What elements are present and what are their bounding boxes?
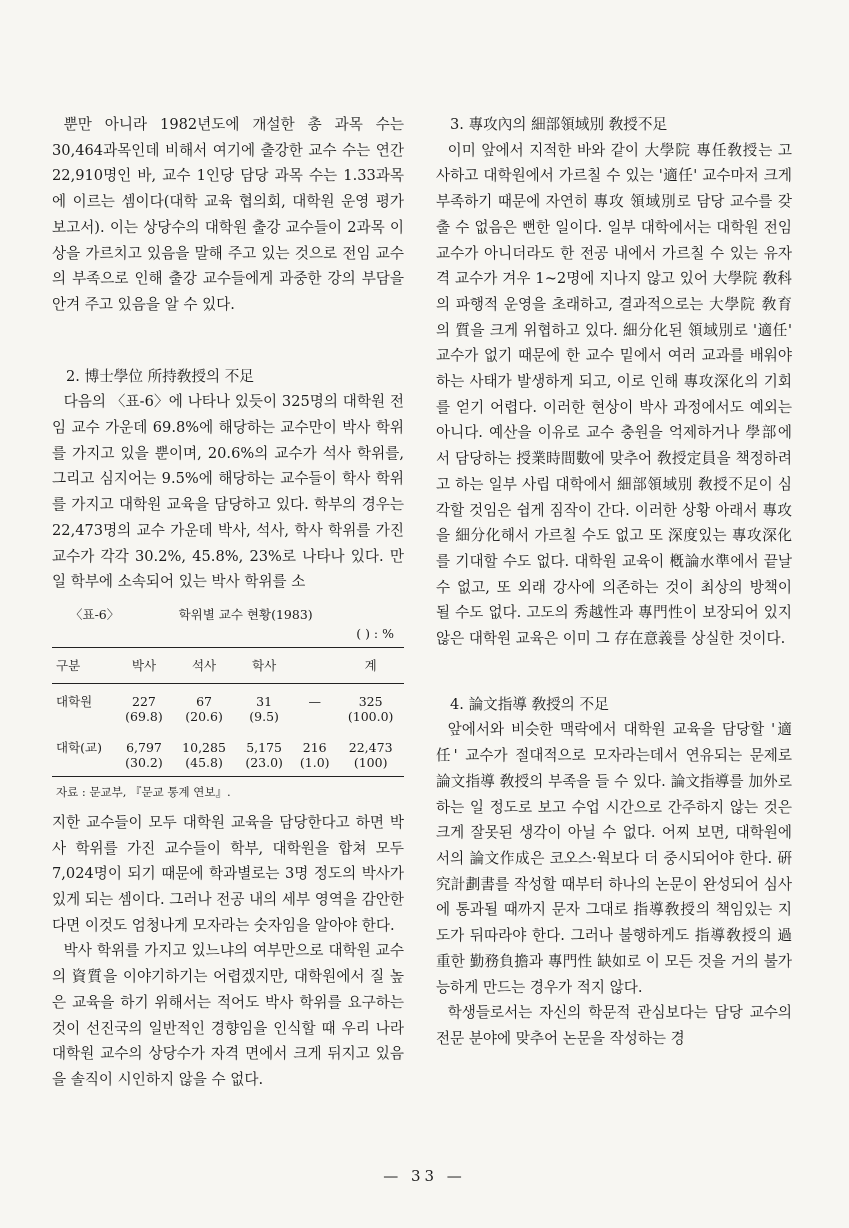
table-source: 자료 : 문교부, 『문교 통계 연보』. bbox=[56, 784, 231, 799]
table-cell: 325 (100.0) bbox=[347, 693, 394, 724]
paragraph: 지한 교수들이 모두 대학원 교육을 담당한다고 하면 박사 학위를 가진 교수들이 학부, 대학원을 합쳐 모두 7,024명이 되기 때문에 학과별로는 3명 정도의 박사가 있게 되는 셈이다. 그러나 전공 내의 세부 영역을 감안한다면 이것도 엄청나게 모자라는 숫자임을 알아야 한다. bbox=[52, 813, 404, 934]
left-column bbox=[52, 112, 404, 1093]
table-cell: 31 (9.5) bbox=[249, 693, 279, 724]
table-header-row bbox=[52, 647, 404, 683]
table-cell: 10,285 (45.8) bbox=[182, 739, 226, 770]
paragraph: 학생들로서는 자신의 학문적 관심보다는 담당 교수의 전문 분야에 맞추어 논문을 작성하는 경 bbox=[436, 1004, 792, 1047]
page-number: — 33 — bbox=[383, 1167, 466, 1185]
table-cell: 5,175 (23.0) bbox=[245, 739, 283, 770]
degree-table bbox=[52, 647, 404, 777]
paragraph: 박사 학위를 가지고 있느냐의 여부만으로 대학원 교수의 資質을 이야기하기는 어렵겠지만, 대학원에서 질 높은 교육을 하기 위해서는 적어도 박사 학위를 요구하는 것이 선진국의 일반적인 경향임을 인식할 때 우리 나라 대학원 교수의 상당수가 자격 면에서 크게 뒤지고 있음을 솔직이 시인하지 않을 수 없다. bbox=[52, 942, 404, 1088]
section-heading-4: 4. 論文指導 敎授의 不足 bbox=[450, 695, 609, 713]
table-cell: 22,473 (100) bbox=[348, 739, 393, 770]
section-heading-2: 2. 博士學位 所持敎授의 不足 bbox=[66, 367, 254, 385]
paragraph: 앞에서와 비슷한 맥락에서 대학원 교육을 담당할 '適任' 교수가 절대적으로 모자라는데서 연유되는 문제로 論文指導 敎授의 부족을 들 수 있다. 論文指導를 加外로 하는 일 정도로 보고 수업 시간으로 간주하지 않는 것은 크게 잘못된 생각이 아닐 수 없다. 어찌 보면, 대학원에서의 論文作成은 코오스·웍보다 더 중시되어야 한다. 硏究計劃書를 작성할 때부터 하나의 논문이 완성되어 심사에 통과될 때까지 문자 그대로 指導敎授의 책임있는 지도가 뒤따라야 한다. 그러나 불행하게도 指導敎授의 過重한 勤務負擔과 專門性 缺如로 이 모든 것을 거의 불가능하게 만드는 경우가 적지 않다. bbox=[436, 721, 792, 996]
row-label: 대학원 bbox=[56, 693, 93, 709]
table-row bbox=[52, 730, 404, 777]
table-cell: 6,797 (30.2) bbox=[125, 739, 163, 770]
table-header: 석사 bbox=[191, 657, 217, 673]
table-title: 학위별 교수 현황(1983) bbox=[178, 606, 313, 622]
table-label: 〈표-6〉 bbox=[70, 606, 120, 622]
right-column bbox=[436, 112, 792, 1052]
table-cell: 67 (20.6) bbox=[185, 693, 223, 724]
table-header: 학사 bbox=[252, 657, 277, 673]
table-header: 박사 bbox=[131, 657, 157, 673]
paragraph: 이미 앞에서 지적한 바와 같이 大學院 專任敎授는 고사하고 대학원에서 가르칠 수 있는 '適任' 교수마저 크게 부족하기 때문에 자연히 專攻 領域別로 담당 교수를 갖출 수 없음은 뻔한 일이다. 일부 대학에서는 대학원 전임 교수가 아니더라도 한 전공 내에서 가르칠 수 있는 유자격 교수가 겨우 1~2명에 지나지 않고 있어 大學院 敎科의 파행적 운영을 초래하고, 결과적으로는 大學院 敎育의 質을 크게 위협하고 있다. 細分化된 領域別로 '適任' 교수가 없기 때문에 한 교수 밑에서 여러 교과를 배워야 하는 사태가 발생하게 되고, 이로 인해 專攻深化의 기회를 얻기 어렵다. 이러한 현상이 박사 과정에서도 예외는 아니다. 예산을 이유로 교수 충원을 억제하거나 學部에서 담당하는 授業時間數에 맞추어 敎授定員을 책정하려고 하는 일부 사립 대학에서 細部領域別 敎授不足이 심각할 것임은 쉽게 짐작이 간다. 이러한 상황 아래서 專攻을 細分化해서 가르칠 수도 없고 또 深度있는 專攻深化를 기대할 수도 없다. 대학원 교육이 槪論水準에서 끝날 수 없고, 또 외래 강사에 의존하는 것이 최상의 방책이 될 수도 없다. 고도의 秀越性과 專門性이 보장되어 있지 않은 대학원 교육은 이미 그 存在意義를 상실한 것이다. bbox=[436, 141, 792, 648]
table-cell: — bbox=[308, 693, 321, 709]
table-header: 구분 bbox=[56, 657, 81, 673]
table-unit: ( ) : % bbox=[356, 625, 394, 641]
table-header bbox=[292, 647, 337, 683]
paragraph: 뿐만 아니라 1982년도에 개설한 총 과목 수는 30,464과목인데 비해서 여기에 출강한 교수 수는 연간 22,910명인 바, 교수 1인당 담당 과목 수는 1.33과목에 이르는 셈이다(대학 교육 협의회, 대학원 운영 평가 보고서). 이는 상당수의 대학원 출강 교수들이 2과목 이상을 가르치고 있음을 말해 주고 있는 것으로 전임 교수의 부족으로 인해 출강 교수들에게 과중한 강의 부담을 안겨 주고 있음을 알 수 있다. bbox=[52, 116, 404, 313]
section-heading-3: 3. 專攻內의 細部領域別 敎授不足 bbox=[450, 116, 668, 133]
table-header: 계 bbox=[364, 657, 377, 673]
degree-table-block bbox=[52, 607, 404, 800]
table-row bbox=[52, 683, 404, 730]
paragraph: 다음의 〈표-6〉에 나타나 있듯이 325명의 대학원 전임 교수 가운데 69.8%에 해당하는 교수만이 박사 학위를 가지고 있을 뿐이며, 20.6%의 교수가 석사 학위를, 그리고 심지어는 9.5%에 해당하는 교수들이 학사 학위를 가지고 대학원 교육을 담당하고 있다. 학부의 경우는 22,473명의 교수 가운데 박사, 석사, 학사 학위를 가진 교수가 각각 30.2%, 45.8%, 23%로 나타나 있다. 만일 학부에 소속되어 있는 박사 학위를 소 bbox=[52, 393, 404, 591]
table-cell: 216 (1.0) bbox=[299, 739, 330, 770]
row-label: 대학(교) bbox=[56, 739, 102, 755]
table-cell: 227 (69.8) bbox=[125, 693, 163, 724]
